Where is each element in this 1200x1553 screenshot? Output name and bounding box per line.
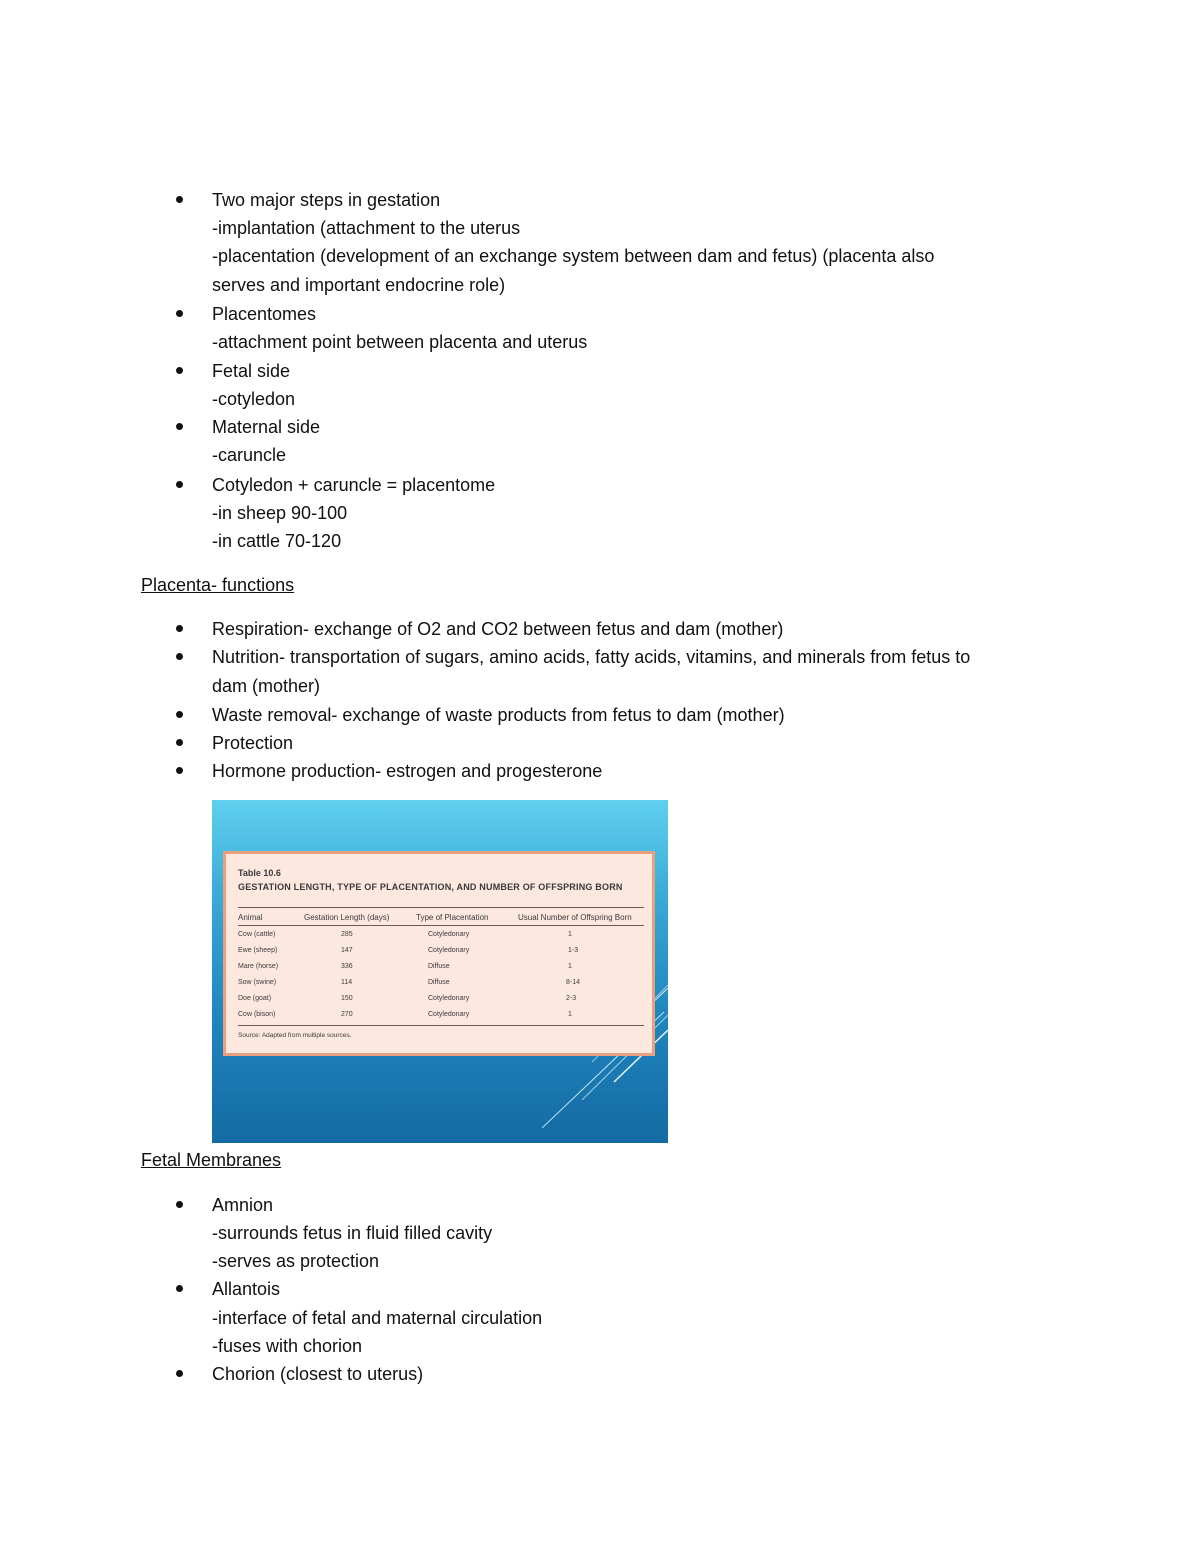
bullet-icon [176,310,183,317]
bullet-icon [176,1370,183,1377]
table-cell: 270 [341,1011,353,1018]
table-title: GESTATION LENGTH, TYPE OF PLACENTATION, AND NUMBER OF OFFSPRING BORN [238,882,623,892]
table-cell: Ewe (sheep) [238,947,278,954]
list-item-detail: -in cattle 70-120 [212,531,342,551]
table-cell: Cow (cattle) [238,931,276,938]
table-cell: Cotyledonary [428,1011,470,1018]
bullet-icon [176,481,183,488]
table-cell: Sow (swine) [238,979,277,986]
table-cell: Diffuse [428,979,450,986]
list-item-title: Placentomes [212,304,317,324]
bullet-icon [176,653,183,660]
table-cell: 336 [341,963,353,970]
list-item-title: Allantois [212,1279,281,1299]
table-header-animal: Animal [238,913,263,922]
bullet-icon [176,739,183,746]
list-item-title: Fetal side [212,361,291,381]
gestation-table [223,851,655,1056]
table-source: Source: Adapted from multiple sources. [238,1032,352,1039]
table-cell: 8-14 [566,979,581,986]
list-item-detail: -surrounds fetus in fluid filled cavity [212,1223,493,1243]
list-item-detail: -serves as protection [212,1251,380,1271]
bullet-icon [176,367,183,374]
table-cell: 1 [568,931,572,938]
bullet-icon [176,423,183,430]
list-item-detail: -placentation (development of an exchange system between dam and fetus) (placenta also [212,246,935,266]
table-cell: Cotyledonary [428,947,470,954]
list-item-title: Hormone production- estrogen and progesterone [212,761,603,781]
table-cell: 1-3 [568,947,579,954]
list-item-detail: -fuses with chorion [212,1336,363,1356]
list-item-title: Two major steps in gestation [212,190,441,210]
table-cell: 2-3 [566,995,577,1002]
table-cell: 1 [568,1011,572,1018]
section-heading-placenta-functions: Placenta- functions [141,575,295,595]
table-rule [238,1025,644,1026]
list-item-detail: -interface of fetal and maternal circulation [212,1308,543,1328]
list-item-detail: dam (mother) [212,676,321,696]
list-item-detail: -cotyledon [212,389,296,409]
table-header-offspring: Usual Number of Offspring Born [518,913,632,922]
table-cell: Mare (horse) [238,963,279,970]
table-cell: 114 [341,979,353,986]
list-item-title: Protection [212,733,294,753]
list-item-title: Chorion (closest to uterus) [212,1364,424,1384]
table-cell: Cotyledonary [428,995,470,1002]
table-cell: Doe (goat) [238,995,272,1002]
table-cell: Diffuse [428,963,450,970]
bullet-icon [176,1201,183,1208]
table-header-placentation: Type of Placentation [416,913,489,922]
list-item-title: Maternal side [212,417,321,437]
table-cell: 150 [341,995,353,1002]
table-rule [238,925,644,926]
bullet-icon [176,1285,183,1292]
list-item-title: Cotyledon + caruncle = placentome [212,475,496,495]
section-heading-fetal-membranes: Fetal Membranes [141,1150,282,1170]
table-cell: 147 [341,947,353,954]
list-item-title: Waste removal- exchange of waste products from fetus to dam (mother) [212,705,785,725]
table-cell: 285 [341,931,353,938]
table-rule [238,907,644,908]
gestation-table-slide-image [212,800,668,1143]
list-item-title: Respiration- exchange of O2 and CO2 between fetus and dam (mother) [212,619,784,639]
list-item-detail: -in sheep 90-100 [212,503,348,523]
bullet-icon [176,196,183,203]
table-cell: Cotyledonary [428,931,470,938]
table-cell: Cow (bison) [238,1011,276,1018]
list-item-title: Nutrition- transportation of sugars, amino acids, fatty acids, vitamins, and minerals from fetus to [212,647,971,667]
bullet-icon [176,711,183,718]
table-cell: 1 [568,963,572,970]
list-item-title: Amnion [212,1195,274,1215]
table-label: Table 10.6 [238,868,281,878]
bullet-icon [176,767,183,774]
list-item-detail: -attachment point between placenta and uterus [212,332,588,352]
list-item-detail: -caruncle [212,445,287,465]
list-item-detail: -implantation (attachment to the uterus [212,218,521,238]
table-header-gestation: Gestation Length (days) [304,913,390,922]
list-item-detail: serves and important endocrine role) [212,275,506,295]
bullet-icon [176,625,183,632]
